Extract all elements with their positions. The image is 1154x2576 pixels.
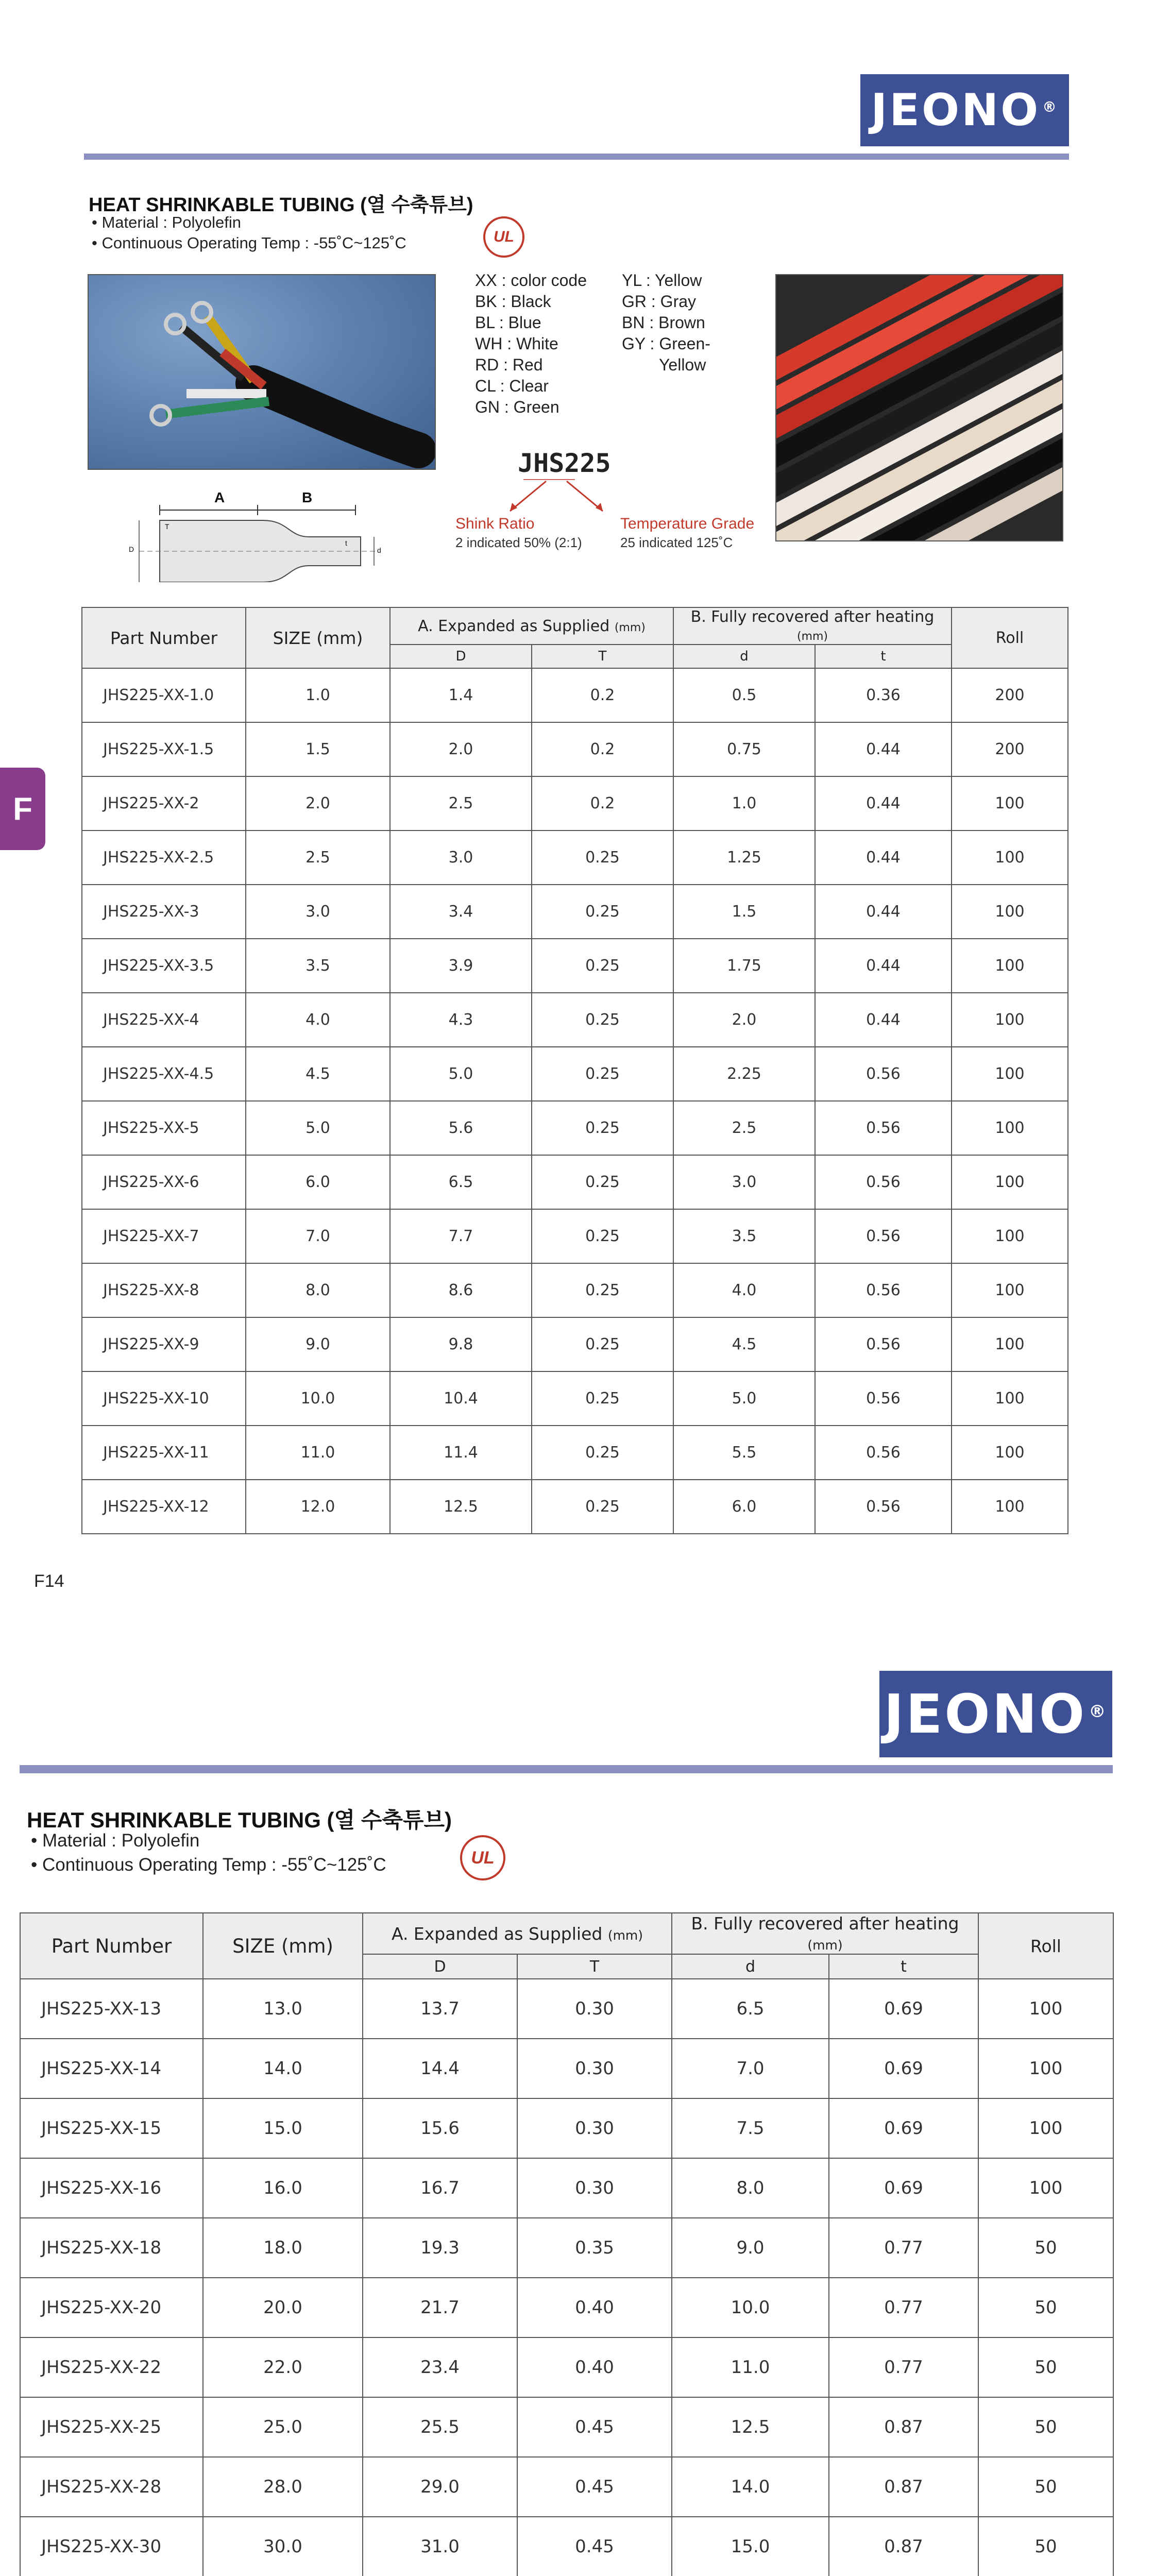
model-callout-arrows (495, 479, 649, 520)
cell-expanded-D: 8.6 (390, 1263, 532, 1317)
table-row (82, 1101, 1068, 1155)
cell-recovered-t: 0.77 (829, 2218, 978, 2278)
header-T: T (517, 1954, 672, 1979)
cell-expanded-T: 0.25 (532, 993, 673, 1047)
cell-expanded-T: 0.30 (517, 2158, 672, 2218)
cell-size: 3.0 (246, 885, 390, 939)
cell-size: 25.0 (203, 2397, 363, 2457)
header-t: t (815, 645, 952, 668)
cell-recovered-d: 2.5 (673, 1101, 815, 1155)
cell-roll: 200 (952, 722, 1068, 776)
page-title-page2: HEAT SHRINKABLE TUBING (열 수축튜브) (27, 1808, 452, 1832)
cell-recovered-d: 14.0 (672, 2457, 829, 2517)
cell-recovered-t: 0.56 (815, 1155, 952, 1209)
cell-recovered-t: 0.44 (815, 939, 952, 993)
code-line: YL : Yellow (622, 271, 702, 290)
header-expanded-text: A. Expanded as Supplied (391, 1923, 603, 1944)
cell-recovered-d: 12.5 (672, 2397, 829, 2457)
header-recovered-text: B. Fully recovered after heating (691, 1913, 959, 1934)
header-d: d (672, 1954, 829, 1979)
cell-roll: 50 (978, 2218, 1113, 2278)
cell-size: 10.0 (246, 1371, 390, 1426)
cell-expanded-D: 2.0 (390, 722, 532, 776)
cell-expanded-T: 0.30 (517, 2039, 672, 2098)
spec-table-1 (81, 607, 1068, 1534)
section-tab-letter: F (13, 791, 32, 827)
cell-size: 20.0 (203, 2278, 363, 2337)
cell-roll: 100 (952, 1426, 1068, 1480)
cell-recovered-d: 5.0 (673, 1371, 815, 1426)
header-rule-page2 (20, 1765, 1113, 1773)
cell-expanded-D: 9.8 (390, 1317, 532, 1371)
cell-roll: 100 (952, 993, 1068, 1047)
dim-label-a: A (214, 489, 225, 505)
cell-recovered-d: 0.75 (673, 722, 815, 776)
cell-part-number: JHS225-XX-5 (82, 1101, 246, 1155)
cell-expanded-D: 7.7 (390, 1209, 532, 1263)
table-row (82, 668, 1068, 722)
cable-illustration (89, 275, 435, 469)
ul-certification-mark-page2 (460, 1835, 505, 1880)
cell-roll: 50 (978, 2278, 1113, 2337)
page-title: HEAT SHRINKABLE TUBING (열 수축튜브) (89, 194, 473, 216)
table-row (20, 2457, 1113, 2517)
cell-size: 5.0 (246, 1101, 390, 1155)
shrink-ratio-label: Shink Ratio (455, 515, 535, 532)
cell-recovered-d: 6.0 (673, 1480, 815, 1534)
cell-recovered-t: 0.56 (815, 1047, 952, 1101)
table-row (20, 2039, 1113, 2098)
cell-recovered-d: 15.0 (672, 2517, 829, 2576)
temp-bullet-page2: • Continuous Operating Temp : -55˚C~125˚C (31, 1855, 386, 1875)
cell-size: 1.5 (246, 722, 390, 776)
brand-name: JEONO (884, 1683, 1087, 1745)
cell-recovered-t: 0.56 (815, 1209, 952, 1263)
cell-part-number: JHS225-XX-28 (20, 2457, 203, 2517)
header-recovered-text: B. Fully recovered after heating (690, 608, 935, 626)
dim-label-d: D (129, 545, 134, 553)
table-row (20, 2158, 1113, 2218)
material-bullet-page2: • Material : Polyolefin (31, 1831, 200, 1851)
cell-recovered-t: 0.77 (829, 2337, 978, 2397)
header-size: SIZE (mm) (246, 607, 390, 668)
cell-recovered-t: 0.36 (815, 668, 952, 722)
header-t: t (829, 1954, 978, 1979)
cell-part-number: JHS225-XX-2.5 (82, 831, 246, 885)
cell-expanded-D: 16.7 (363, 2158, 517, 2218)
cell-size: 2.0 (246, 776, 390, 831)
header-recovered (672, 1913, 978, 1954)
cell-part-number: JHS225-XX-4.5 (82, 1047, 246, 1101)
cell-roll: 50 (978, 2337, 1113, 2397)
cell-recovered-t: 0.87 (829, 2397, 978, 2457)
cell-recovered-t: 0.56 (815, 1426, 952, 1480)
code-line: WH : White (475, 334, 558, 353)
cell-roll: 100 (952, 1101, 1068, 1155)
cell-expanded-D: 14.4 (363, 2039, 517, 2098)
table-row (82, 1263, 1068, 1317)
cell-part-number: JHS225-XX-2 (82, 776, 246, 831)
cell-expanded-T: 0.45 (517, 2397, 672, 2457)
cell-expanded-D: 25.5 (363, 2397, 517, 2457)
temp-grade-note: 25 indicated 125˚C (620, 535, 733, 550)
page-number: F14 (34, 1571, 64, 1591)
cell-recovered-d: 1.0 (673, 776, 815, 831)
cell-expanded-D: 1.4 (390, 668, 532, 722)
cell-part-number: JHS225-XX-11 (82, 1426, 246, 1480)
cell-recovered-d: 1.5 (673, 885, 815, 939)
cell-part-number: JHS225-XX-4 (82, 993, 246, 1047)
brand-logo-page2 (879, 1671, 1112, 1757)
code-line: GN : Green (475, 398, 559, 416)
cell-part-number: JHS225-XX-6 (82, 1155, 246, 1209)
registered-mark: ® (1042, 99, 1059, 115)
cell-expanded-T: 0.25 (532, 831, 673, 885)
header-part-number: Part Number (20, 1913, 203, 1979)
cell-expanded-T: 0.25 (532, 1426, 673, 1480)
dim-label-t-small: t (345, 539, 347, 547)
cell-recovered-t: 0.69 (829, 2039, 978, 2098)
cell-expanded-T: 0.40 (517, 2337, 672, 2397)
cell-recovered-d: 1.75 (673, 939, 815, 993)
cell-part-number: JHS225-XX-16 (20, 2158, 203, 2218)
brand-logo (860, 74, 1069, 146)
brand-name: JEONO (871, 84, 1041, 136)
section-tab-f (0, 768, 45, 850)
table-row (20, 2337, 1113, 2397)
dim-label-b: B (302, 489, 313, 505)
product-photo-tubes (775, 274, 1063, 541)
cell-part-number: JHS225-XX-3 (82, 885, 246, 939)
cell-expanded-D: 21.7 (363, 2278, 517, 2337)
code-line: RD : Red (475, 355, 543, 374)
cell-expanded-D: 23.4 (363, 2337, 517, 2397)
cell-size: 12.0 (246, 1480, 390, 1534)
cell-expanded-D: 6.5 (390, 1155, 532, 1209)
cell-roll: 100 (952, 1047, 1068, 1101)
cell-expanded-T: 0.45 (517, 2517, 672, 2576)
cell-recovered-t: 0.56 (815, 1480, 952, 1534)
cell-expanded-D: 4.3 (390, 993, 532, 1047)
cell-roll: 100 (952, 831, 1068, 885)
code-line: XX : color code (475, 271, 587, 290)
table-row (20, 2397, 1113, 2457)
product-photo-cables (88, 274, 436, 470)
ul-text: UL (471, 1848, 495, 1868)
spec-table-1-body (82, 668, 1068, 1534)
cell-size: 3.5 (246, 939, 390, 993)
cell-expanded-D: 10.4 (390, 1371, 532, 1426)
cell-recovered-d: 6.5 (672, 1979, 829, 2039)
header-size: SIZE (mm) (203, 1913, 363, 1979)
temp-bullet: • Continuous Operating Temp : -55˚C~125˚C (92, 234, 406, 252)
cell-size: 13.0 (203, 1979, 363, 2039)
cell-expanded-T: 0.25 (532, 1263, 673, 1317)
cell-part-number: JHS225-XX-22 (20, 2337, 203, 2397)
cell-recovered-t: 0.77 (829, 2278, 978, 2337)
cell-expanded-D: 3.9 (390, 939, 532, 993)
cell-expanded-T: 0.40 (517, 2278, 672, 2337)
table-row (82, 939, 1068, 993)
spec-table-2 (20, 1912, 1114, 2576)
cell-recovered-t: 0.69 (829, 1979, 978, 2039)
cell-recovered-t: 0.69 (829, 2098, 978, 2158)
cell-roll: 100 (952, 1263, 1068, 1317)
cell-expanded-T: 0.2 (532, 776, 673, 831)
table-row (82, 1317, 1068, 1371)
cell-roll: 100 (952, 1317, 1068, 1371)
material-bullet: • Material : Polyolefin (92, 213, 241, 231)
color-codes-right (622, 270, 710, 376)
cell-roll: 100 (952, 939, 1068, 993)
cell-recovered-d: 7.5 (672, 2098, 829, 2158)
table-row (20, 2218, 1113, 2278)
header-expanded-unit: (mm) (607, 1927, 643, 1943)
cell-recovered-t: 0.87 (829, 2457, 978, 2517)
header-expanded (363, 1913, 672, 1954)
cell-expanded-T: 0.2 (532, 668, 673, 722)
header-recovered (673, 607, 952, 645)
cell-size: 15.0 (203, 2098, 363, 2158)
table-row (82, 776, 1068, 831)
cell-recovered-t: 0.44 (815, 776, 952, 831)
dim-label-t: T (165, 522, 169, 531)
cell-size: 4.5 (246, 1047, 390, 1101)
cell-part-number: JHS225-XX-14 (20, 2039, 203, 2098)
cell-recovered-t: 0.56 (815, 1101, 952, 1155)
tube-dimension-diagram (118, 489, 386, 582)
ul-text: UL (494, 228, 514, 245)
cell-size: 1.0 (246, 668, 390, 722)
cell-expanded-D: 5.6 (390, 1101, 532, 1155)
table-row (82, 993, 1068, 1047)
cell-recovered-d: 1.25 (673, 831, 815, 885)
cell-roll: 100 (952, 776, 1068, 831)
header-T: T (532, 645, 673, 668)
header-roll: Roll (978, 1913, 1113, 1979)
cell-recovered-t: 0.44 (815, 831, 952, 885)
cell-size: 18.0 (203, 2218, 363, 2278)
cell-size: 4.0 (246, 993, 390, 1047)
cell-roll: 100 (952, 1480, 1068, 1534)
table-row (82, 1209, 1068, 1263)
header-D: D (363, 1954, 517, 1979)
tubes-illustration (776, 275, 1062, 540)
registered-mark: ® (1089, 1701, 1108, 1721)
cell-part-number: JHS225-XX-7 (82, 1209, 246, 1263)
cell-part-number: JHS225-XX-12 (82, 1480, 246, 1534)
table-row (82, 1480, 1068, 1534)
cell-expanded-T: 0.30 (517, 1979, 672, 2039)
header-recovered-unit: (mm) (807, 1938, 843, 1953)
table-row (82, 1047, 1068, 1101)
cell-size: 28.0 (203, 2457, 363, 2517)
header-D: D (390, 645, 532, 668)
header-expanded (390, 607, 673, 645)
cell-expanded-D: 31.0 (363, 2517, 517, 2576)
header-expanded-text: A. Expanded as Supplied (418, 617, 610, 635)
code-line: GY : Green- (622, 334, 710, 353)
cell-recovered-t: 0.87 (829, 2517, 978, 2576)
cell-roll: 100 (952, 1209, 1068, 1263)
table-row (82, 1371, 1068, 1426)
cell-part-number: JHS225-XX-8 (82, 1263, 246, 1317)
cell-part-number: JHS225-XX-3.5 (82, 939, 246, 993)
cell-part-number: JHS225-XX-30 (20, 2517, 203, 2576)
cell-recovered-d: 2.25 (673, 1047, 815, 1101)
cell-part-number: JHS225-XX-13 (20, 1979, 203, 2039)
cell-recovered-d: 0.5 (673, 668, 815, 722)
table-row (82, 885, 1068, 939)
cell-roll: 100 (952, 1155, 1068, 1209)
cell-roll: 100 (952, 1371, 1068, 1426)
cell-part-number: JHS225-XX-15 (20, 2098, 203, 2158)
cell-size: 30.0 (203, 2517, 363, 2576)
cell-part-number: JHS225-XX-25 (20, 2397, 203, 2457)
cell-size: 11.0 (246, 1426, 390, 1480)
cell-recovered-d: 11.0 (672, 2337, 829, 2397)
cell-size: 2.5 (246, 831, 390, 885)
cell-expanded-T: 0.45 (517, 2457, 672, 2517)
cell-part-number: JHS225-XX-1.0 (82, 668, 246, 722)
cell-expanded-T: 0.35 (517, 2218, 672, 2278)
cell-expanded-T: 0.25 (532, 885, 673, 939)
cell-recovered-d: 4.5 (673, 1317, 815, 1371)
cell-expanded-T: 0.25 (532, 1047, 673, 1101)
table-row (82, 831, 1068, 885)
cell-size: 8.0 (246, 1263, 390, 1317)
cell-recovered-d: 3.0 (673, 1155, 815, 1209)
cell-part-number: JHS225-XX-10 (82, 1371, 246, 1426)
cell-expanded-D: 3.4 (390, 885, 532, 939)
color-codes-left (475, 270, 587, 418)
header-roll: Roll (952, 607, 1068, 668)
header-expanded-unit: (mm) (614, 621, 646, 634)
cell-expanded-D: 3.0 (390, 831, 532, 885)
header-rule (84, 154, 1069, 160)
header-recovered-unit: (mm) (796, 630, 828, 643)
cell-recovered-t: 0.44 (815, 885, 952, 939)
code-line: BK : Black (475, 292, 551, 311)
cell-recovered-d: 2.0 (673, 993, 815, 1047)
cell-recovered-d: 4.0 (673, 1263, 815, 1317)
cell-part-number: JHS225-XX-9 (82, 1317, 246, 1371)
header-part-number: Part Number (82, 607, 246, 668)
cell-size: 22.0 (203, 2337, 363, 2397)
table-row (20, 2517, 1113, 2576)
ul-certification-mark (483, 216, 524, 258)
code-line: BL : Blue (475, 313, 541, 332)
cell-expanded-D: 15.6 (363, 2098, 517, 2158)
cell-recovered-t: 0.44 (815, 993, 952, 1047)
cell-roll: 100 (978, 1979, 1113, 2039)
model-name: JHS225 (518, 448, 611, 478)
cell-roll: 100 (978, 2039, 1113, 2098)
cell-roll: 100 (978, 2158, 1113, 2218)
cell-recovered-t: 0.44 (815, 722, 952, 776)
cell-roll: 50 (978, 2517, 1113, 2576)
temp-grade-label: Temperature Grade (620, 515, 755, 532)
cell-expanded-T: 0.25 (532, 1317, 673, 1371)
spec-table-2-body (20, 1979, 1113, 2576)
cell-expanded-T: 0.30 (517, 2098, 672, 2158)
cell-expanded-D: 29.0 (363, 2457, 517, 2517)
cell-expanded-T: 0.25 (532, 1371, 673, 1426)
cell-recovered-d: 3.5 (673, 1209, 815, 1263)
cell-recovered-t: 0.56 (815, 1263, 952, 1317)
cell-expanded-T: 0.25 (532, 1155, 673, 1209)
cell-part-number: JHS225-XX-1.5 (82, 722, 246, 776)
code-line: GR : Gray (622, 292, 697, 311)
cell-expanded-T: 0.25 (532, 1101, 673, 1155)
header-d: d (673, 645, 815, 668)
shrink-ratio-note: 2 indicated 50% (2:1) (455, 535, 582, 550)
cell-recovered-t: 0.69 (829, 2158, 978, 2218)
cell-size: 9.0 (246, 1317, 390, 1371)
cell-roll: 50 (978, 2457, 1113, 2517)
cell-recovered-d: 5.5 (673, 1426, 815, 1480)
cell-expanded-T: 0.2 (532, 722, 673, 776)
cell-recovered-d: 8.0 (672, 2158, 829, 2218)
cell-expanded-T: 0.25 (532, 1480, 673, 1534)
cell-part-number: JHS225-XX-18 (20, 2218, 203, 2278)
table-row (20, 1979, 1113, 2039)
cell-expanded-D: 5.0 (390, 1047, 532, 1101)
table-row (82, 1426, 1068, 1480)
table-row (20, 2278, 1113, 2337)
cell-part-number: JHS225-XX-20 (20, 2278, 203, 2337)
cell-expanded-D: 2.5 (390, 776, 532, 831)
cell-recovered-d: 7.0 (672, 2039, 829, 2098)
code-line: Yellow (659, 355, 706, 374)
cell-roll: 100 (978, 2098, 1113, 2158)
cell-expanded-D: 19.3 (363, 2218, 517, 2278)
cell-size: 6.0 (246, 1155, 390, 1209)
table-row (20, 2098, 1113, 2158)
cell-recovered-d: 10.0 (672, 2278, 829, 2337)
table-row (82, 722, 1068, 776)
code-line: BN : Brown (622, 313, 705, 332)
cell-recovered-t: 0.56 (815, 1371, 952, 1426)
cell-recovered-t: 0.56 (815, 1317, 952, 1371)
cell-roll: 50 (978, 2397, 1113, 2457)
cell-roll: 200 (952, 668, 1068, 722)
cell-size: 14.0 (203, 2039, 363, 2098)
cell-roll: 100 (952, 885, 1068, 939)
cell-expanded-D: 12.5 (390, 1480, 532, 1534)
code-line: CL : Clear (475, 377, 549, 395)
table-row (82, 1155, 1068, 1209)
cell-size: 16.0 (203, 2158, 363, 2218)
cell-size: 7.0 (246, 1209, 390, 1263)
cell-expanded-D: 11.4 (390, 1426, 532, 1480)
cell-expanded-D: 13.7 (363, 1979, 517, 2039)
dim-label-d-small: d (377, 546, 381, 554)
cell-expanded-T: 0.25 (532, 939, 673, 993)
cell-expanded-T: 0.25 (532, 1209, 673, 1263)
cell-recovered-d: 9.0 (672, 2218, 829, 2278)
